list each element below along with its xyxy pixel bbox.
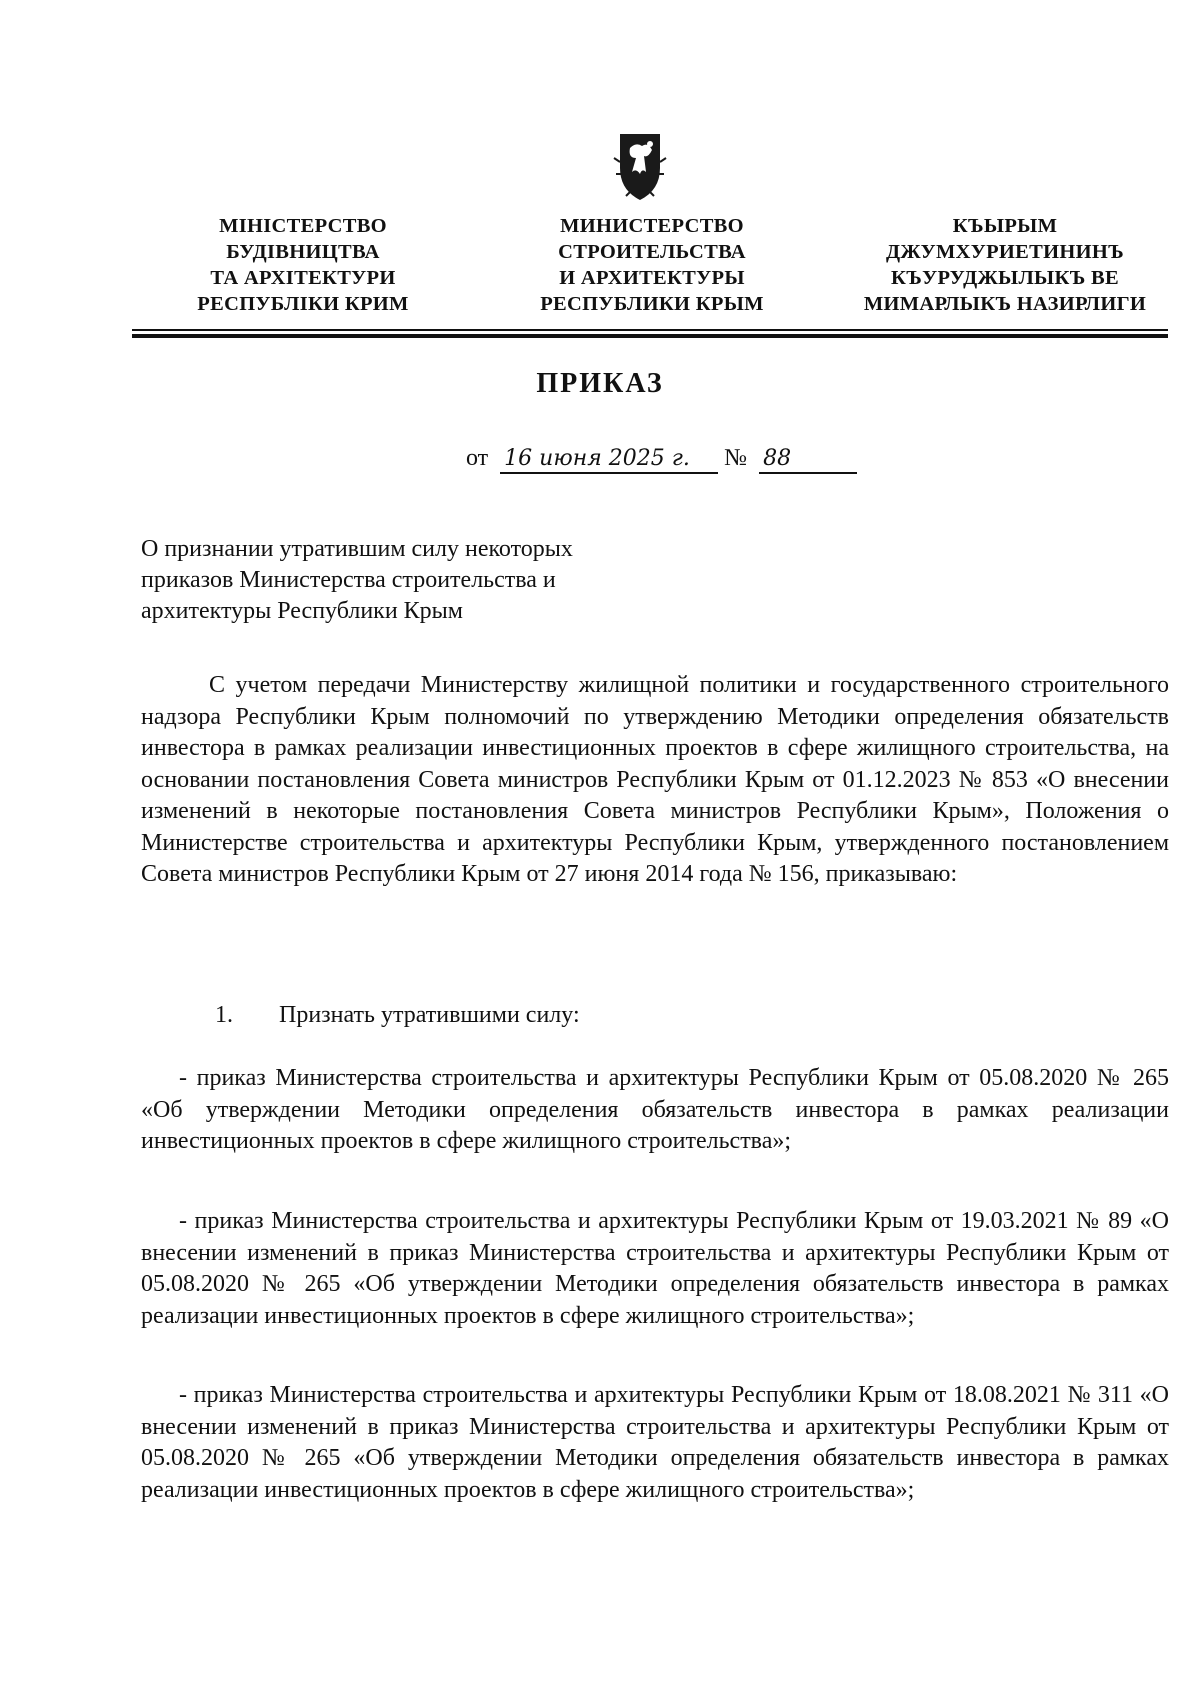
handwritten-date: 16 июня 2025 г. xyxy=(500,446,718,474)
revoked-order-item: - приказ Министерства строительства и архитектуры Республики Крым от 18.08.2021 № 311 «О внесении изменений в приказ Министерства строительства и архитектуры Республики Крым от 05.08.2020 № 265 «Об утверждении Методики определения обязательств инвестора в рамках реализации инвестиционных проектов в сфере жилищного строительства»; xyxy=(141,1382,1169,1503)
date-from-label: от xyxy=(466,445,489,471)
item-number: 1. xyxy=(215,1002,233,1028)
revoked-order-item: - приказ Министерства строительства и архитектуры Республики Крым от 19.03.2021 № 89 «О внесении изменений в приказ Министерства строительства и архитектуры Республики Крым от 05.08.2020 № 265 «Об утверждении Методики определения обязательств инвестора в рамках реализации инвестиционных проектов в сфере жилищного строительства»; xyxy=(141,1208,1169,1329)
ministry-name-russian xyxy=(512,213,792,317)
header-divider-thin xyxy=(132,329,1168,331)
item-text: Признать утратившими силу: xyxy=(279,1002,580,1028)
ministry-crh-line: ДЖУМХУРИЕТИНИНЪ xyxy=(885,241,1125,263)
ministry-ua-line: МІНІСТЕРСТВО xyxy=(219,215,387,237)
handwritten-number: 88 xyxy=(759,446,857,474)
ministry-crh-line: КЪУРУДЖЫЛЫКЪ ВЕ xyxy=(890,267,1119,289)
subject-line: архитектуры Республики Крым xyxy=(141,598,463,624)
ministry-ru-line: РЕСПУБЛИКИ КРЫМ xyxy=(540,293,764,315)
ministry-name-ukrainian xyxy=(168,213,438,317)
revoked-order-item: - приказ Министерства строительства и архитектуры Республики Крым от 05.08.2020 № 265 «Об утверждении Методики определения обязательств инвестора в рамках реализации инвестиционных проектов в сфере жилищного строительства»; xyxy=(141,1065,1169,1154)
ministry-ru-line: СТРОИТЕЛЬСТВА xyxy=(558,241,746,263)
ministry-ua-line: ТА АРХІТЕКТУРИ xyxy=(210,267,396,289)
subject-line: приказов Министерства строительства и xyxy=(141,567,556,593)
ministry-ru-line: МИНИСТЕРСТВО xyxy=(560,215,744,237)
subject-line: О признании утратившим силу некоторых xyxy=(141,536,573,562)
order-date-number xyxy=(466,445,857,474)
preamble-paragraph: С учетом передачи Министерству жилищной политики и государственного строительного надзора Республики Крым полномочий по утверждению Методики определения обязательств инвестора в рамках реализации инвестиционных проектов в сфере жилищного строительства, на основании постановления Совета министров Республики Крым от 01.12.2023 № 853 «О внесении изменений в некоторые постановления Совета министров Республики Крым», Положения о Министерстве строительства и архитектуры Республики Крым, утвержденного постановлением Совета министров Республики Крым от 27 июня 2014 года № 156, приказываю: xyxy=(141,672,1169,887)
ministry-name-crimean-tatar xyxy=(830,213,1180,317)
ministry-crh-line: МИМАРЛЫКЪ НАЗИРЛИГИ xyxy=(863,293,1147,315)
ministry-ru-line: И АРХИТЕКТУРЫ xyxy=(559,267,745,289)
document-title: ПРИКАЗ xyxy=(536,368,664,399)
order-subject xyxy=(141,534,701,627)
crimea-emblem-icon xyxy=(612,128,668,204)
header-divider-thick xyxy=(132,334,1168,338)
number-label: № xyxy=(724,445,748,471)
order-item-1 xyxy=(215,1002,580,1029)
ministry-crh-line: КЪЫРЫМ xyxy=(952,215,1058,237)
ministry-ua-line: РЕСПУБЛІКИ КРИМ xyxy=(197,293,409,315)
ministry-ua-line: БУДІВНИЦТВА xyxy=(226,241,380,263)
